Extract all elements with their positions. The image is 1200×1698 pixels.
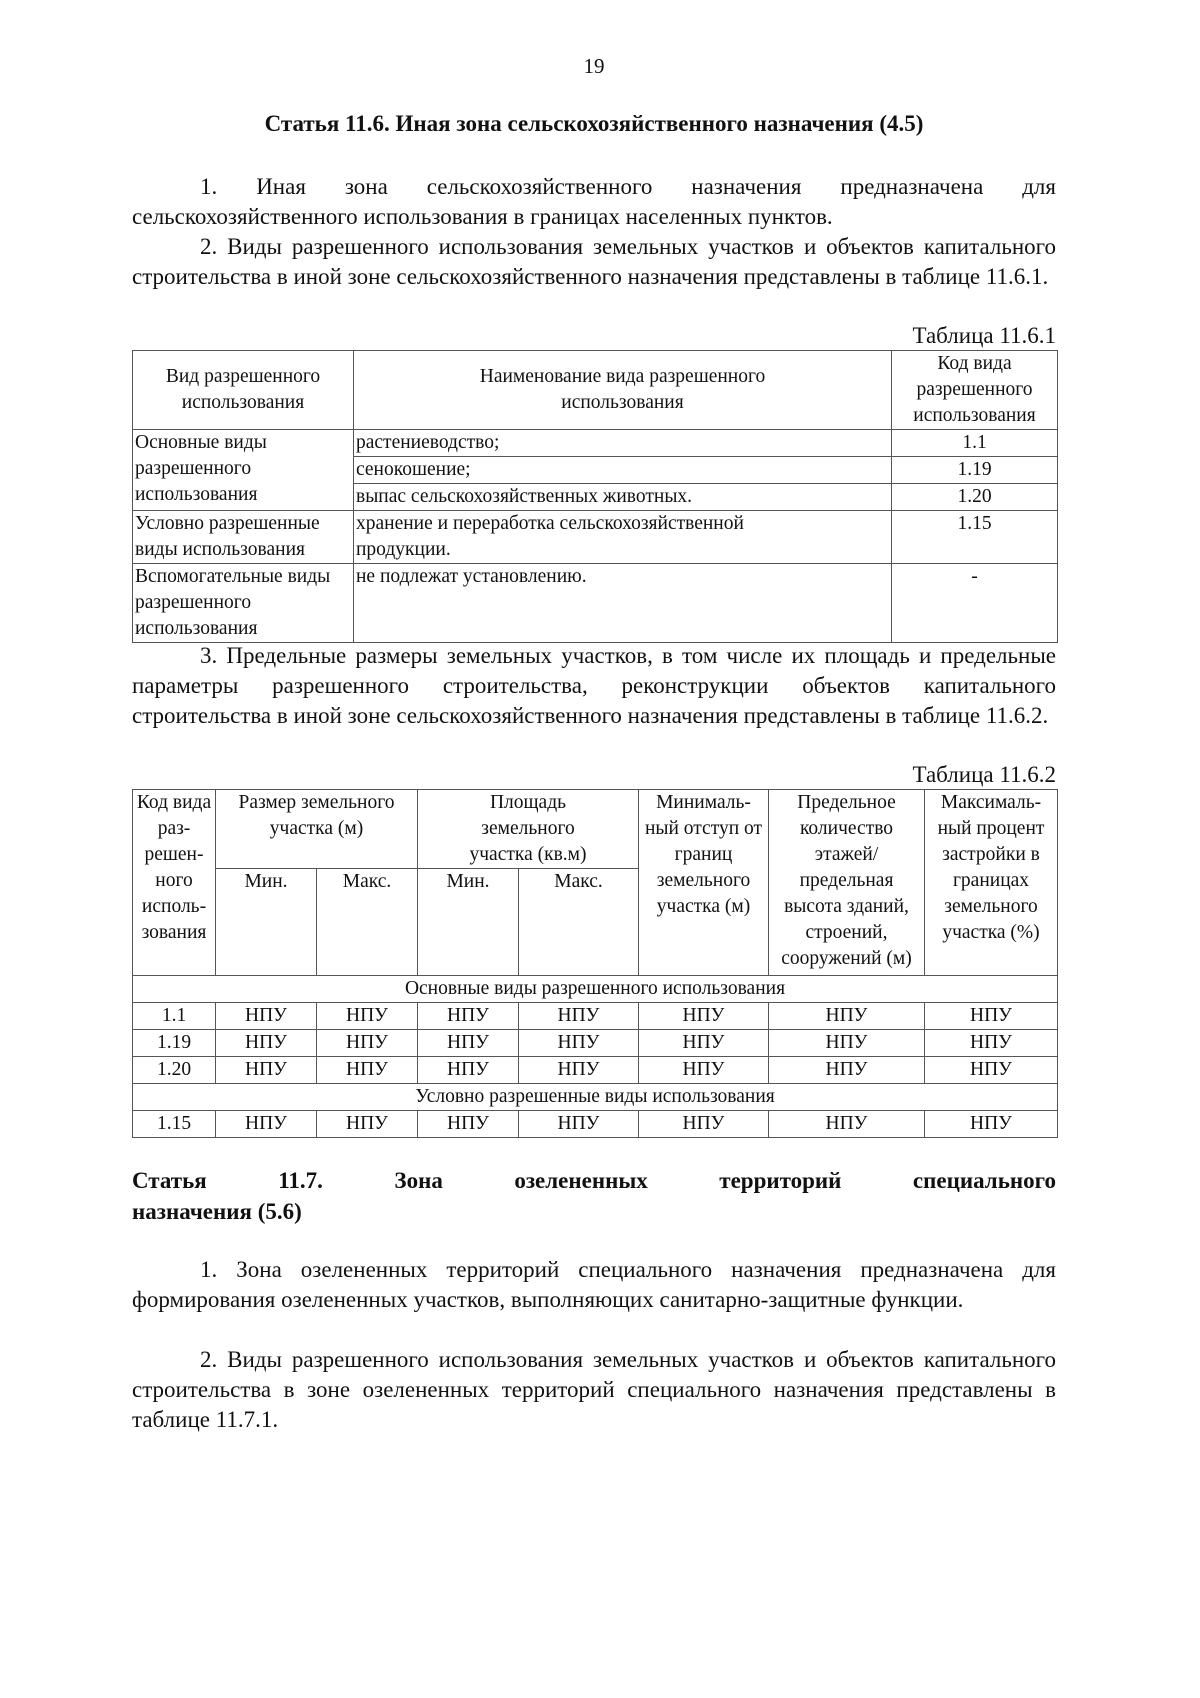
use-code: 1.1: [133, 1003, 216, 1030]
section-row: [133, 976, 1058, 1003]
cell-value: НПУ: [639, 1030, 769, 1057]
paragraph-11-7-2: [132, 1345, 1056, 1435]
cell-value: НПУ: [216, 1111, 317, 1138]
cell-value: НПУ: [519, 1111, 639, 1138]
header-area-min: Мин.: [418, 869, 519, 976]
table-11-6-1: [132, 350, 1056, 643]
cell-value: НПУ: [519, 1003, 639, 1030]
paragraph-2-text: 2. Виды разрешенного использования земельных участков и объектов капитального строительства в иной зоне сельскохозяйственного назначения представлены в таблице 11.6.1.: [132, 234, 1056, 289]
section-title: Условно разрешенные виды использования: [133, 1084, 1058, 1111]
header-area: Площадь земельного участка (кв.м): [418, 790, 639, 869]
cell-value: НПУ: [925, 1111, 1058, 1138]
cell-value: НПУ: [418, 1111, 519, 1138]
paragraph-3: [132, 641, 1056, 731]
header-setback: Минималь-ный отступ от границ земельного участка (м): [639, 790, 769, 976]
table-row: [133, 1030, 1058, 1057]
paragraph-1: [132, 172, 1056, 232]
section-heading-11-6: Статья 11.6. Иная зона сельскохозяйственного назначения (4.5): [264, 111, 924, 136]
table-body: [133, 976, 1058, 1138]
table-header: Код вида разрешенного использования: [892, 351, 1058, 430]
table-header: Вид разрешенного использования: [133, 351, 354, 430]
table-row: [133, 1057, 1058, 1084]
section-heading-11-7: Статья 11.7. Зона озелененных территорий специального: [132, 1168, 1056, 1193]
header-code: Код вида раз-решен-ного исполь-зования: [133, 790, 216, 976]
section-heading-11-7-line2: назначения (5.6): [132, 1199, 302, 1224]
use-name: хранение и переработка сельскохозяйственной продукции.: [354, 511, 892, 564]
cell-value: НПУ: [216, 1030, 317, 1057]
use-code: 1.19: [892, 457, 1058, 484]
cell-value: НПУ: [317, 1057, 418, 1084]
cell-value: НПУ: [639, 1057, 769, 1084]
header-size: Размер земельного участка (м): [216, 790, 418, 869]
table-row: [133, 1003, 1058, 1030]
group-label: Основные виды разрешенного использования: [133, 430, 354, 511]
cell-value: НПУ: [925, 1030, 1058, 1057]
paragraph-text: 1. Зона озелененных территорий специального назначения предназначена для формирования озелененных участков, выполняющих санитарно-защитные функции.: [132, 1257, 1056, 1312]
use-name: растениеводство;: [354, 430, 892, 457]
cell-value: НПУ: [216, 1003, 317, 1030]
cell-value: НПУ: [769, 1030, 925, 1057]
cell-value: НПУ: [216, 1057, 317, 1084]
paragraph-text: 2. Виды разрешенного использования земельных участков и объектов капитального строительства в зоне озелененных территорий специального назначения представлены в таблице 11.7.1.: [132, 1347, 1056, 1432]
header-area-max: Макс.: [519, 869, 639, 976]
paragraph-3-text: 3. Предельные размеры земельных участков, в том числе их площадь и предельные параметры разрешенного строительства, реконструкции объектов капитального строительства в иной зоне сельскохозяйственного назначения представлены в таблице 11.6.2.: [132, 643, 1056, 728]
group-label: Условно разрешенные виды использования: [133, 511, 354, 564]
table-header: Наименование вида разрешенного использования: [354, 351, 892, 430]
page-number: 19: [583, 54, 605, 78]
use-code: 1.15: [892, 511, 1058, 564]
cell-value: НПУ: [639, 1003, 769, 1030]
table-11-6-1-caption: Таблица 11.6.1: [912, 323, 1056, 348]
use-name: сенокошение;: [354, 457, 892, 484]
paragraph-1-text: 1. Иная зона сельскохозяйственного назначения предназначена для сельскохозяйственного использования в границах населенных пунктов.: [132, 174, 1056, 229]
cell-value: НПУ: [925, 1003, 1058, 1030]
group-label: Вспомогательные виды разрешенного использования: [133, 564, 354, 643]
table-11-6-2: [132, 789, 1056, 1138]
cell-value: НПУ: [418, 1057, 519, 1084]
use-code: 1.20: [133, 1057, 216, 1084]
cell-value: НПУ: [317, 1111, 418, 1138]
use-code: 1.19: [133, 1030, 216, 1057]
paragraph-2: [132, 232, 1056, 292]
section-title: Основные виды разрешенного использования: [133, 976, 1058, 1003]
use-code: -: [892, 564, 1058, 643]
use-name: выпас сельскохозяйственных животных.: [354, 484, 892, 511]
cell-value: НПУ: [769, 1003, 925, 1030]
cell-value: НПУ: [925, 1057, 1058, 1084]
header-size-min: Мин.: [216, 869, 317, 976]
cell-value: НПУ: [519, 1057, 639, 1084]
table-11-6-2-caption: Таблица 11.6.2: [912, 762, 1056, 787]
cell-value: НПУ: [418, 1030, 519, 1057]
use-name: не подлежат установлению.: [354, 564, 892, 643]
cell-value: НПУ: [317, 1003, 418, 1030]
cell-value: НПУ: [769, 1111, 925, 1138]
header-coverage: Максималь-ный процент застройки в границах земельного участка (%): [925, 790, 1058, 976]
cell-value: НПУ: [317, 1030, 418, 1057]
cell-value: НПУ: [418, 1003, 519, 1030]
paragraph-11-7-1: [132, 1255, 1056, 1315]
cell-value: НПУ: [519, 1030, 639, 1057]
header-floors: Предельное количество этажей/ предельная высота зданий, строений, сооружений (м): [769, 790, 925, 976]
cell-value: НПУ: [769, 1057, 925, 1084]
use-code: 1.15: [133, 1111, 216, 1138]
use-code: 1.1: [892, 430, 1058, 457]
use-code: 1.20: [892, 484, 1058, 511]
cell-value: НПУ: [639, 1111, 769, 1138]
table-row: [133, 1111, 1058, 1138]
header-size-max: Макс.: [317, 869, 418, 976]
section-row: [133, 1084, 1058, 1111]
